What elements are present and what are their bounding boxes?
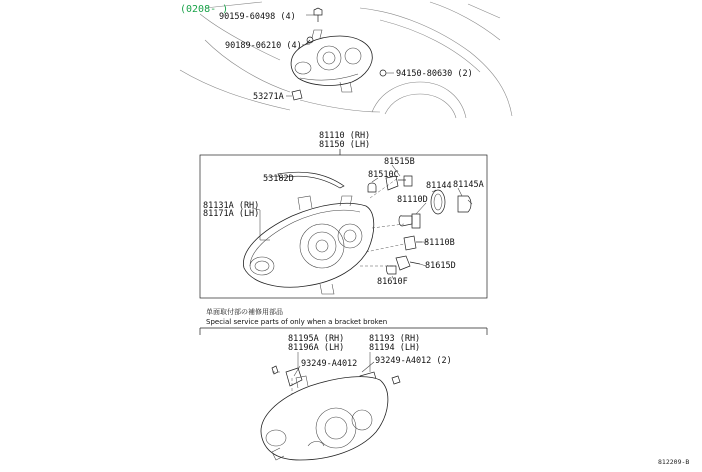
part-81110b[interactable]: 81110B bbox=[424, 238, 455, 248]
part-81195[interactable]: 81195A (RH) bbox=[288, 334, 345, 344]
part-53271[interactable]: 53271A bbox=[253, 92, 284, 102]
part-81515[interactable]: 81515B bbox=[384, 157, 415, 167]
part-53182[interactable]: 53182D bbox=[263, 174, 294, 184]
part-81610[interactable]: 81610F bbox=[377, 277, 408, 287]
header-code: (0208- ) bbox=[180, 4, 229, 15]
part-90159[interactable]: 90159-60498 (4) bbox=[219, 12, 296, 22]
headlamp-top-view bbox=[291, 30, 372, 92]
part-81131[interactable]: 81131A (RH) bbox=[203, 201, 260, 211]
assy-rh-label[interactable]: 81110 (RH) bbox=[319, 131, 371, 141]
assy-lh-label[interactable]: 81150 (LH) bbox=[319, 140, 371, 150]
part-81615[interactable]: 81615D bbox=[425, 261, 456, 271]
part-81110d[interactable]: 81110D bbox=[397, 195, 428, 205]
special-note-en: Special service parts of only when a bracket broken bbox=[206, 318, 388, 326]
bulb-components bbox=[368, 176, 472, 274]
part-81171[interactable]: 81171A (LH) bbox=[203, 209, 260, 219]
reference-number: 812209-B bbox=[658, 458, 690, 466]
special-note-jp: 单面取付部の補修用部品 bbox=[206, 308, 283, 316]
part-94150[interactable]: 94150-80630 (2) bbox=[396, 69, 473, 79]
part-81193[interactable]: 81193 (RH) bbox=[369, 334, 421, 344]
part-93249-b[interactable]: 93249-A4012 (2) bbox=[375, 356, 452, 366]
part-93249-a[interactable]: 93249-A4012 bbox=[301, 359, 358, 369]
headlamp-bottom bbox=[261, 376, 388, 460]
part-81145[interactable]: 81145A bbox=[453, 180, 484, 190]
part-81510[interactable]: 81510C bbox=[368, 170, 399, 180]
part-90189[interactable]: 90189-06210 (4) bbox=[225, 41, 302, 51]
part-81196[interactable]: 81196A (LH) bbox=[288, 343, 345, 353]
part-81194[interactable]: 81194 (LH) bbox=[369, 343, 421, 353]
part-81144[interactable]: 81144 bbox=[426, 181, 452, 191]
